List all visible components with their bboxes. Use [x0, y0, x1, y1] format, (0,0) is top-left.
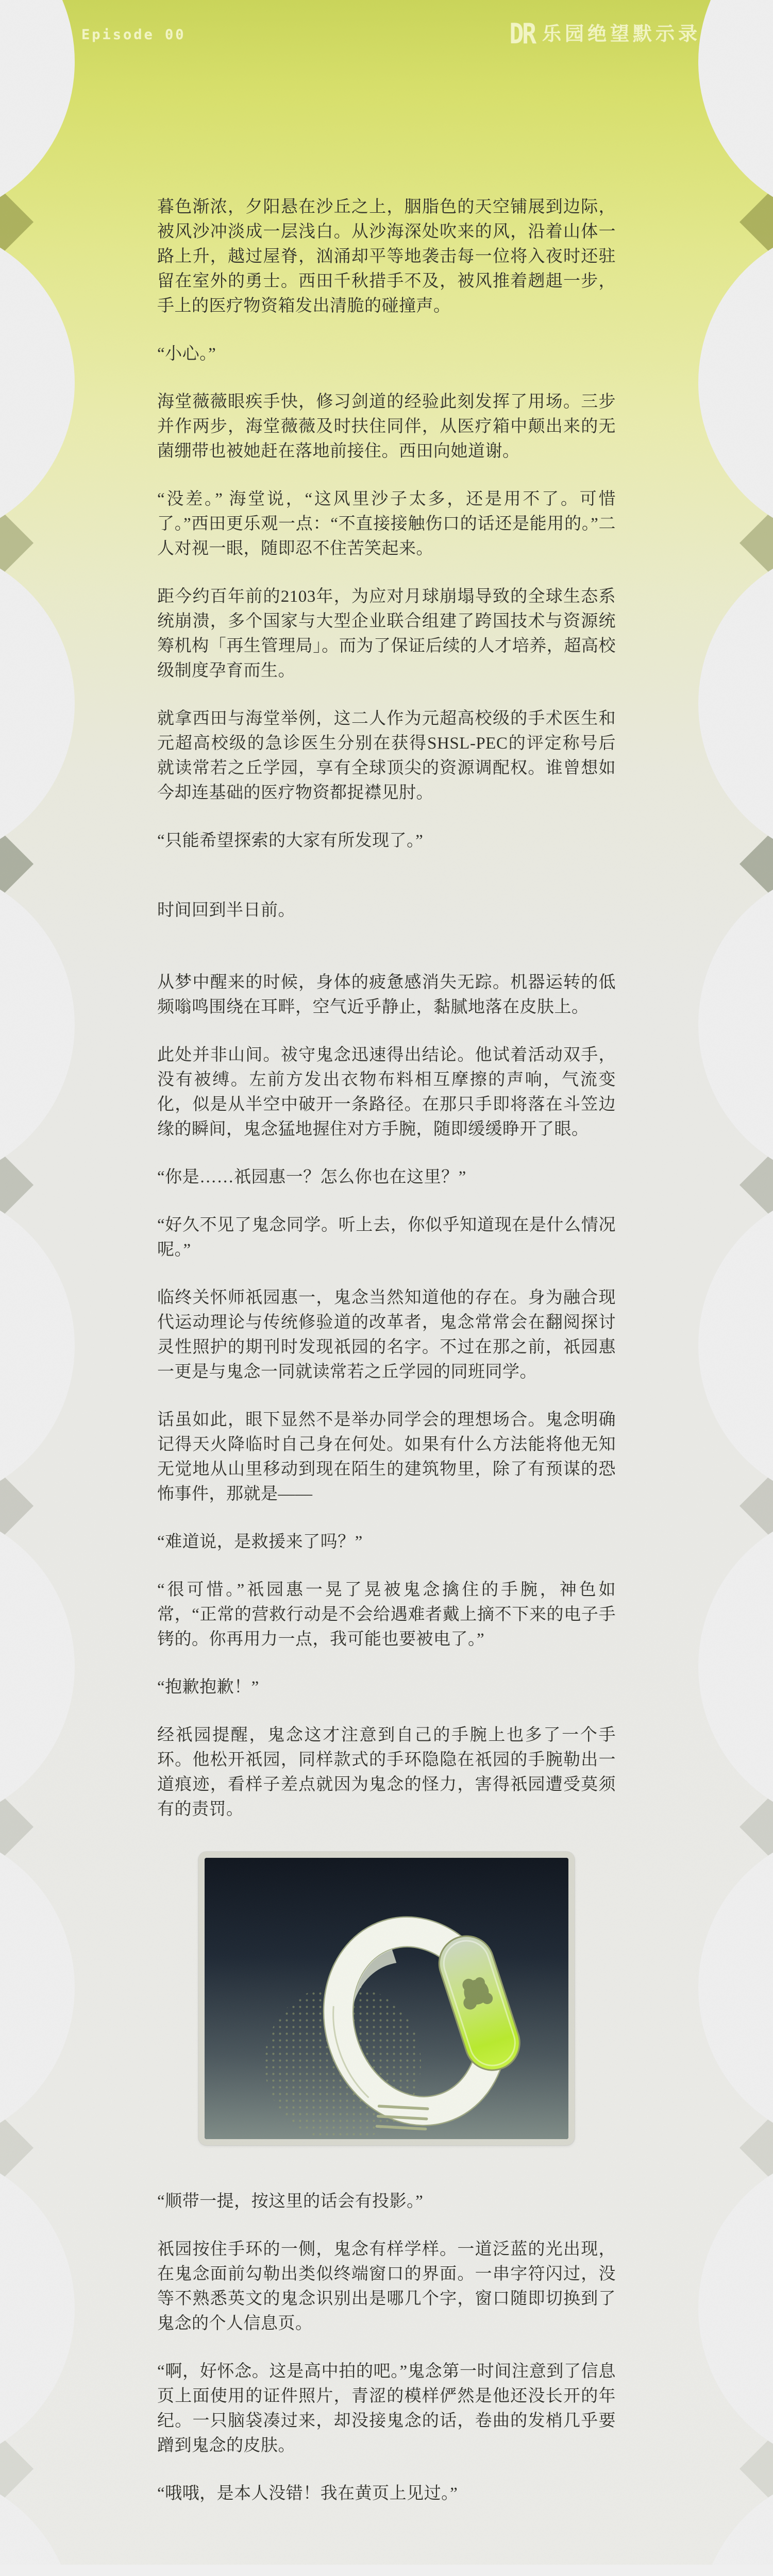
story-paragraph: 经祇园提醒，鬼念这才注意到自己的手腕上也多了一个手环。他松开祇园，同样款式的手环隐隐在祇园的手腕勒出一道痕迹，看样子差点就因为鬼念的怪力，害得祇园遭受莫须有的责罚。 [157, 1726, 616, 1819]
story-paragraph: “抱歉抱歉！” [157, 1678, 259, 1697]
story-paragraph: 暮色渐浓，夕阳悬在沙丘之上，胭脂色的天空铺展到边际，被风沙冲淡成一层浅白。从沙海深处吹来的风，沿着山体一路上升，越过屋脊，汹涌却平等地袭击每一位将入夜时还驻留在室外的勇士。西田千秋措手不及，被风推着趔趄一步，手上的医疗物资箱发出清脆的碰撞声。 [157, 198, 616, 315]
story-paragraph: 海堂薇薇眼疾手快，修习剑道的经验此刻发挥了用场。三步并作两步，海堂薇薇及时扶住同伴，从医疗箱中颠出来的无菌绷带也被她赶在落地前接住。西田向她道谢。 [157, 393, 616, 461]
dr-monogram-icon: DR [509, 17, 535, 50]
story-paragraph: “很可惜。”祇园惠一晃了晃被鬼念擒住的手腕，神色如常，“正常的营救行动是不会给遇难者戴上摘不下来的电子手铐的。你再用力一点，我可能也要被电了。” [157, 1581, 616, 1649]
episode-label: Episode 00 [81, 27, 186, 43]
story-paragraph: 此处并非山间。祓守鬼念迅速得出结论。他试着活动双手，没有被缚。左前方发出衣物布料相互摩擦的声响，气流变化，似是从半空中破开一条路径。在那只手即将落在斗笠边缘的瞬间，鬼念猛地握住对方手腕，随即缓缓睁开了眼。 [157, 1046, 616, 1139]
story-paragraph: “没差。” 海堂说，“这风里沙子太多，还是用不了。可惜了。”西田更乐观一点：“不直接接触伤口的话还是能用的。”二人对视一眼，随即忍不住苦笑起来。 [157, 490, 616, 558]
story-paragraph: 时间回到半日前。 [157, 901, 295, 920]
story-paragraph: 祇园按住手环的一侧，鬼念有样学样。一道泛蓝的光出现，在鬼念面前勾勒出类似终端窗口的界面。一串字符闪过，没等不熟悉英文的鬼念识别出是哪几个字，窗口随即切换到了鬼念的个人信息页。 [157, 2240, 616, 2333]
series-logo [509, 17, 701, 50]
story-paragraph: “啊，好怀念。这是高中拍的吧。”鬼念第一时间注意到了信息页上面使用的证件照片，青涩的模样俨然是他还没长开的年纪。一只脑袋凑过来，却没接鬼念的话，卷曲的发梢几乎要蹭到鬼念的皮肤。 [157, 2362, 616, 2455]
story-paragraph: 从梦中醒来的时候，身体的疲惫感消失无踪。机器运转的低频嗡鸣围绕在耳畔，空气近乎静止，黏腻地落在皮肤上。 [157, 973, 616, 1016]
story-paragraph: “好久不见了鬼念同学。听上去，你似乎知道现在是什么情况呢。” [157, 1216, 616, 1259]
story-paragraph: 距今约百年前的2103年，为应对月球崩塌导致的全球生态系统崩溃，多个国家与大型企业联合组建了跨国技术与资源统筹机构「再生管理局」。而为了保证后续的人才培养，超高校级制度孕育而生。 [157, 587, 616, 680]
story-paragraph: 就拿西田与海堂举例，这二人作为元超高校级的手术医生和元超高校级的急诊医生分别在获得SHSL-PEC的评定称号后就读常若之丘学园，享有全球顶尖的资源调配权。谁曾想如今却连基础的医疗物资都捉襟见肘。 [157, 709, 616, 802]
story-paragraph: 话虽如此，眼下显然不是举办同学会的理想场合。鬼念明确记得天火降临时自己身在何处。如果有什么方法能将他无知无觉地从山里移动到现在陌生的建筑物里，除了有预谋的恐怖事件，那就是—— [157, 1411, 616, 1503]
smart-wristband-illustration [205, 1858, 568, 2139]
story-article [157, 0, 616, 2576]
story-paragraph: “哦哦，是本人没错！我在黄页上见过。” [157, 2484, 458, 2503]
story-paragraph: “只能希望探索的大家有所发现了。” [157, 832, 424, 850]
story-paragraph: 临终关怀师祇园惠一，鬼念当然知道他的存在。身为融合现代运动理论与传统修验道的改革者，鬼念常常会在翻阅探讨灵性照护的期刊时发现祇园的名字。不过在那之前，祇园惠一更是与鬼念一同就读常若之丘学园的同班同学。 [157, 1289, 616, 1381]
series-logo-title: 乐园绝望默示录 [542, 23, 701, 44]
story-paragraph: “你是……祇园惠一？怎么你也在这里？” [157, 1168, 466, 1187]
page-header [0, 0, 773, 72]
wristband-illustration-card [198, 1852, 575, 2145]
story-paragraph: “顺带一提，按这里的话会有投影。” [157, 2192, 424, 2211]
story-paragraph: “难道说，是救援来了吗？” [157, 1533, 363, 1551]
story-paragraph: “小心。” [157, 345, 216, 363]
